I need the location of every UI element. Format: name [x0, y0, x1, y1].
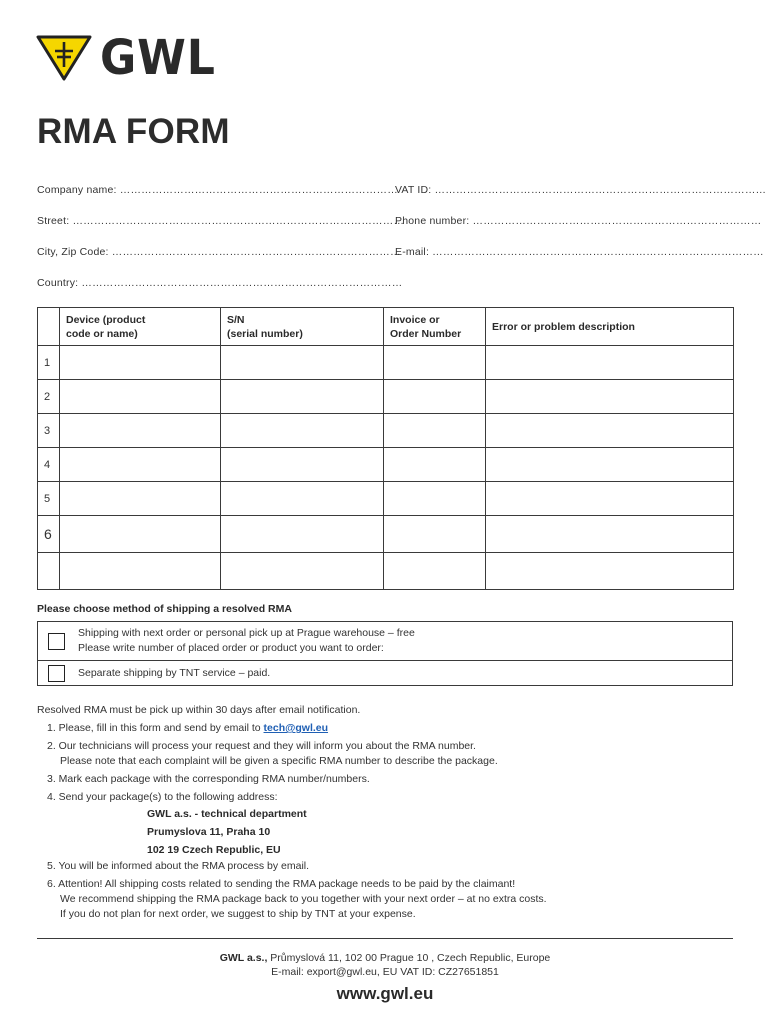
footer-address-text: Průmyslová 11, 102 00 Prague 10 , Czech Republic, Europe	[267, 952, 551, 964]
device-cell[interactable]	[60, 448, 221, 482]
tnt-shipping-label: Separate shipping by TNT service – paid.	[78, 666, 271, 679]
shipping-option-tnt[interactable]	[38, 660, 732, 685]
step-6-note-1: We recommend shipping the RMA package back to you together with your next order – at no extra costs.	[60, 893, 547, 905]
table-row	[38, 553, 734, 590]
error-cell[interactable]	[486, 516, 734, 553]
page-title: RMA FORM	[37, 112, 230, 151]
address-line-3: 102 19 Czech Republic, EU	[147, 844, 281, 856]
footer-company: GWL a.s.,	[219, 952, 268, 964]
step-2-note: Please note that each complaint will be given a specific RMA number to describe the package.	[60, 755, 498, 767]
invoice-cell[interactable]	[384, 414, 486, 448]
footer-divider	[37, 938, 733, 939]
header-invoice-line2: Order Number	[390, 327, 462, 340]
invoice-cell[interactable]	[384, 346, 486, 380]
step-3: 3. Mark each package with the corresponding RMA number/numbers.	[47, 773, 370, 785]
device-cell[interactable]	[60, 482, 221, 516]
error-cell[interactable]	[486, 380, 734, 414]
step-5: 5. You will be informed about the RMA process by email.	[47, 860, 310, 872]
step-1	[37, 721, 737, 736]
header-serial-number	[221, 308, 384, 346]
step-2: 2. Our technicians will process your request and they will inform you about the RMA number.	[47, 740, 476, 752]
email-field[interactable]: E-mail: …………………………………………………………………………………	[395, 246, 764, 258]
row-number: 5	[38, 482, 60, 516]
error-cell[interactable]	[486, 414, 734, 448]
invoice-cell[interactable]	[384, 516, 486, 553]
shipping-heading: Please choose method of shipping a resolved RMA	[37, 603, 292, 615]
table-row	[38, 380, 734, 414]
website-link[interactable]: www.gwl.eu	[336, 984, 434, 1003]
serial-cell[interactable]	[221, 482, 384, 516]
gwl-logo	[36, 30, 226, 86]
header-error-description: Error or problem description	[486, 308, 734, 346]
gwl-triangle-logo-icon	[36, 35, 92, 81]
error-cell[interactable]	[486, 448, 734, 482]
table-row	[38, 448, 734, 482]
footer-contact: E-mail: export@gwl.eu, EU VAT ID: CZ27651851	[271, 966, 499, 978]
street-field[interactable]: Street: …………………………………………………………………………………	[37, 215, 405, 227]
serial-cell[interactable]	[221, 448, 384, 482]
step-4: 4. Send your package(s) to the following address:	[47, 791, 278, 803]
device-table	[37, 307, 734, 590]
row-number: 3	[38, 414, 60, 448]
row-number: 4	[38, 448, 60, 482]
city-zip-field[interactable]: City, Zip Code: ………………………………………………………………………	[37, 246, 401, 258]
header-device-line2: code or name)	[66, 327, 138, 340]
free-shipping-checkbox[interactable]	[48, 633, 65, 650]
shipping-options	[37, 621, 733, 686]
table-row	[38, 482, 734, 516]
serial-cell[interactable]	[221, 516, 384, 553]
invoice-cell[interactable]	[384, 553, 486, 590]
tech-email-link[interactable]: tech@gwl.eu	[263, 722, 329, 734]
device-cell[interactable]	[60, 553, 221, 590]
header-invoice	[384, 308, 486, 346]
address-line-1: GWL a.s. - technical department	[147, 808, 307, 820]
phone-number-field[interactable]: Phone number: ………………………………………………………………………	[395, 215, 762, 227]
device-cell[interactable]	[60, 516, 221, 553]
error-cell[interactable]	[486, 346, 734, 380]
header-sn-line1: S/N	[227, 313, 245, 326]
logo-wordmark: GWL	[100, 30, 216, 86]
step-1-text: 1. Please, fill in this form and send by email to	[47, 722, 264, 734]
footer-address	[0, 952, 770, 964]
row-number: 2	[38, 380, 60, 414]
serial-cell[interactable]	[221, 346, 384, 380]
serial-cell[interactable]	[221, 380, 384, 414]
header-invoice-line1: Invoice or	[390, 313, 440, 326]
free-shipping-line1: Shipping with next order or personal pick up at Prague warehouse – free	[78, 627, 415, 639]
row-number: 6	[38, 516, 60, 553]
header-device	[60, 308, 221, 346]
table-row	[38, 414, 734, 448]
invoice-cell[interactable]	[384, 448, 486, 482]
device-cell[interactable]	[60, 346, 221, 380]
address-line-2: Prumyslova 11, Praha 10	[147, 826, 271, 838]
invoice-cell[interactable]	[384, 380, 486, 414]
row-number: 1	[38, 346, 60, 380]
device-cell[interactable]	[60, 414, 221, 448]
instructions-intro: Resolved RMA must be pick up within 30 days after email notification.	[37, 704, 361, 716]
step-6-note-2: If you do not plan for next order, we suggest to ship by TNT at your expense.	[60, 908, 416, 920]
invoice-cell[interactable]	[384, 482, 486, 516]
tnt-shipping-checkbox[interactable]	[48, 665, 65, 682]
instructions	[37, 703, 737, 922]
step-6: 6. Attention! All shipping costs related to sending the RMA package needs to be paid by the claimant!	[47, 878, 516, 890]
country-field[interactable]: Country: ………………………………………………………………………………	[37, 277, 403, 289]
error-cell[interactable]	[486, 482, 734, 516]
free-shipping-line2: Please write number of placed order or product you want to order:	[78, 642, 384, 654]
table-row	[38, 516, 734, 553]
header-sn-line2: (serial number)	[227, 327, 303, 340]
header-device-line1: Device (product	[66, 313, 146, 326]
table-row	[38, 346, 734, 380]
shipping-option-free[interactable]	[38, 622, 732, 660]
row-number	[38, 553, 60, 590]
free-shipping-label	[78, 626, 415, 656]
serial-cell[interactable]	[221, 414, 384, 448]
header-row-number	[38, 308, 60, 346]
error-cell[interactable]	[486, 553, 734, 590]
table-header-row	[38, 308, 734, 346]
serial-cell[interactable]	[221, 553, 384, 590]
vat-id-field[interactable]: VAT ID: …………………………………………………………………………………	[395, 184, 767, 196]
device-cell[interactable]	[60, 380, 221, 414]
company-name-field[interactable]: Company name: ……………………………………………………………………	[37, 184, 398, 196]
